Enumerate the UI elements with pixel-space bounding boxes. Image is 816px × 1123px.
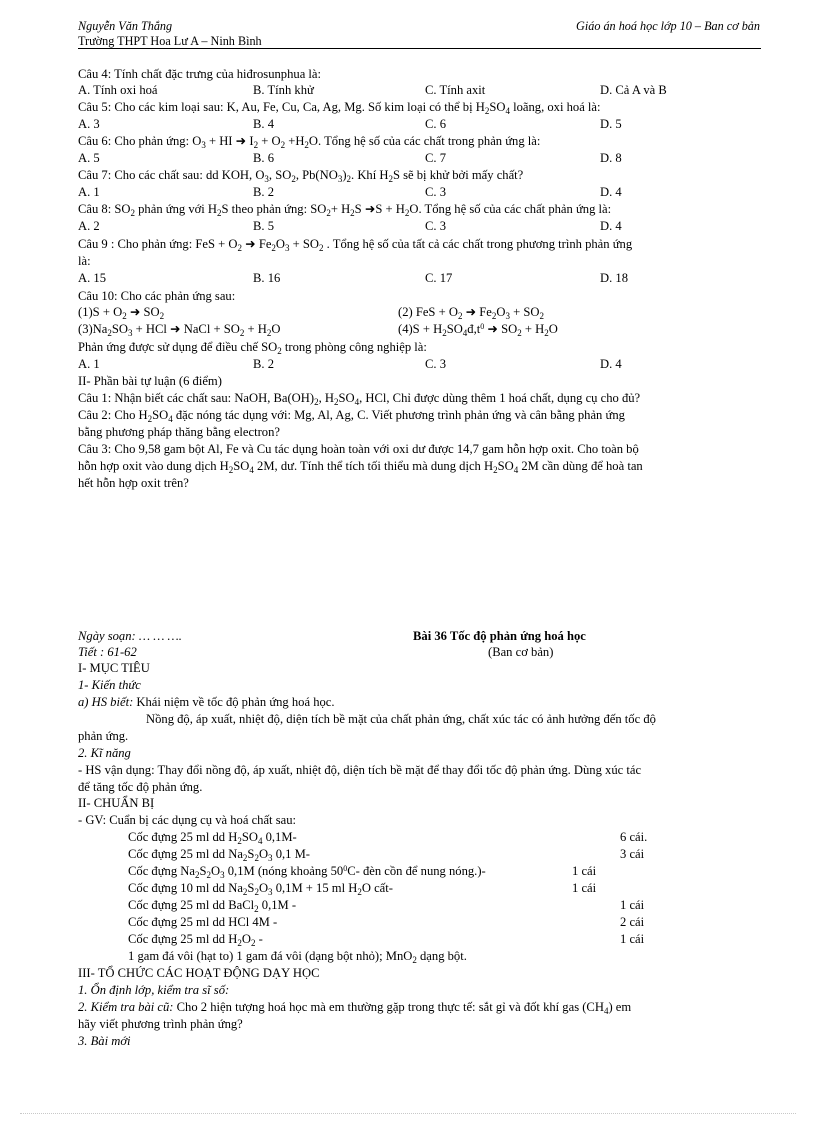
section-2-gv: - GV: Cuẩn bị các dụng cụ và hoá chất sau: [78,813,296,827]
q9-stem-line2: là: [78,254,91,268]
q5-option-a: A. 3 [78,117,100,131]
section-1-2: 2. Kĩ năng [78,746,131,760]
q8-stem: Câu 8: $SO_2$ phản ứng với $H_2S$ theo phản ứng: $SO_2+ H_2S$ ➜S + $H_2O$. Tổng hệ số của các chất phản ứng là: [78,202,612,218]
q4-option-c: C. Tính axit [425,83,486,97]
q9-option-a: A. 15 [78,271,106,285]
q5-option-d: D. 5 [600,117,622,131]
q4-option-a: A. Tính oxi hoá [78,83,158,97]
equipment-qty: 1 cái [572,864,597,878]
q10-option-b: B. 2 [253,357,274,371]
equipment-item: Cốc đựng 10 ml dd $Na_2S_2O_3$ 0,1M + 15 ml $H_2O$ cất- [128,881,393,897]
equipment-qty: 6 cái. [620,830,648,844]
section-3-title: III- TỔ CHỨC CÁC HOẠT ĐỘNG DẠY HỌC [78,966,320,980]
section-1-title: I- MỤC TIÊU [78,661,150,675]
q7-option-b: B. 2 [253,185,274,199]
q7-option-d: D. 4 [600,185,622,199]
page-bottom-border [20,1113,796,1114]
q6-stem: Câu 6: Cho phản ứng: $O_3$ + HI ➜ $I_2 + O_2 +H_2O$. Tổng hệ số của các chất trong phản ứng là: [78,134,541,150]
section-2-title: II- CHUẨN BỊ [78,796,155,810]
section-1-2-text: - HS vận dụng: Thay đổi nồng độ, áp xuất, nhiệt độ, diện tích bề mặt để thay đổi tốc độ phản ứng. Dùng xúc tác [78,763,642,777]
header-subject: Giáo án hoá học lớp 10 – Ban cơ bản [576,19,760,33]
q9-stem: Câu 9 : Cho phản ứng: FeS + $O_2$ ➜ $Fe_2O_3 + SO_2$ . Tổng hệ số của tất cả các chất trong phương trình phản ứng [78,237,633,253]
header-school: Trường THPT Hoa Lư A – Ninh Bình [78,34,262,48]
arrow-icon: ➜ [126,305,141,319]
section-1-a-detail-2: phản ứng. [78,729,129,743]
equipment-qty: 1 cái [572,881,597,895]
essay-q3: Câu 3: Cho 9,58 gam bột Al, Fe và Cu tác dụng hoàn toàn với oxi dư được 14,7 gam hỗn hợp oxit. Cho toàn bộ [78,442,639,456]
equipment-qty: 1 cái [620,898,645,912]
q10-question: Phản ứng được sử dụng để điều chế $SO_2$ trong phòng công nghiệp là: [78,340,427,356]
q10-reaction-2: (2) FeS + $O_2$ ➜ $Fe_2O_3 + SO_2$ [398,305,544,321]
q7-option-a: A. 1 [78,185,100,199]
equipment-item: Cốc đựng 25 ml dd HCl 4M - [128,915,278,929]
lesson-subtitle: (Ban cơ bản) [488,645,554,659]
essay-q2: Câu 2: Cho $H_2SO_4$ đặc nóng tác dụng với: Mg, Al, Ag, C. Viết phương trình phản ứng và cân bằng phản ứng [78,408,625,424]
lesson-period: Tiết : 61-62 [78,645,137,659]
arrow-icon: ➜ [241,237,256,251]
q10-stem: Câu 10: Cho các phản ứng sau: [78,289,236,303]
equipment-qty: 2 cái [620,915,645,929]
equipment-item: Cốc đựng 25 ml dd BaCl$_2$ 0,1M - [128,898,297,914]
essay-q2-line2: bằng phương pháp thăng bằng electron? [78,425,280,439]
q10-option-d: D. 4 [600,357,622,371]
q9-option-c: C. 17 [425,271,453,285]
essay-q1: Câu 1: Nhận biết các chất sau: NaOH, $Ba(OH)_2$, $H_2SO_4$, HCl, Chỉ được dùng thêm 1 hoá chất, dụng cụ cho đủ? [78,391,641,407]
header-rule [78,48,761,49]
q6-option-a: A. 5 [78,151,100,165]
arrow-icon: ➜ [364,202,376,216]
arrow-icon: ➜ [462,305,477,319]
arrow-icon: ➜ [232,134,247,148]
section-1-2-text-2: để tăng tốc độ phản ứng. [78,780,203,794]
equipment-qty: 3 cái [620,847,645,861]
q5-stem: Câu 5: Cho các kim loại sau: K, Au, Fe, Cu, Ca, Ag, Mg. Số kim loại có thể bị $H_2SO_4$ loãng, oxi hoá là: [78,100,601,116]
q10-reaction-4: $(4)S + H_2SO_4đ,t^0$ ➜ $SO_2 + H_2O$ [398,322,558,338]
section-1-a: a) HS biết: Khái niệm về tốc độ phản ứng hoá học. [78,695,335,709]
essay-q3-line3: hết hỗn hợp oxit trên? [78,476,189,490]
q6-option-d: D. 8 [600,151,622,165]
part2-title: II- Phần bài tự luận (6 điểm) [78,374,222,388]
equipment-item: Cốc đựng 25 ml dd $H_2SO_4$ 0,1M- [128,830,297,846]
lesson-title: Bài 36 Tốc độ phản ứng hoá học [413,629,586,643]
q4-stem: Câu 4: Tính chất đặc trưng của hiđrosunphua là: [78,67,322,81]
section-3-1: 1. Ổn định lớp, kiểm tra sĩ số: [78,983,230,997]
section-3-2: 2. Kiểm tra bài cũ: Cho 2 hiện tượng hoá học mà em thường gặp trong thực tế: sắt gỉ và đốt khí gas $(CH_4)$ em [78,1000,632,1016]
q4-option-d: D. Cả A và B [600,83,667,97]
q9-option-b: B. 16 [253,271,281,285]
equipment-item: Cốc đựng 25 ml dd $H_2O_2$ - [128,932,263,948]
q8-option-d: D. 4 [600,219,622,233]
q5-option-c: C. 6 [425,117,446,131]
q8-option-b: B. 5 [253,219,274,233]
q8-option-a: A. 2 [78,219,100,233]
equipment-item: Cốc đựng $Na_2S_2O_3$ 0,1M (nóng khoảng $50^0C-$ đèn cồn để nung nóng.)- [128,864,486,880]
header-author: Nguyễn Văn Thắng [78,19,173,33]
q10-reaction-1: $(1)S + O_2$ ➜ $SO_2$ [78,305,165,321]
lesson-date: Ngày soạn: … … …. [78,629,182,643]
q9-option-d: D. 18 [600,271,628,285]
section-1-a-detail: Nồng độ, áp xuất, nhiệt độ, diện tích bề mặt của chất phản ứng, chất xúc tác có ảnh hưởng đến tốc độ [146,712,656,726]
equipment-item: Cốc đựng 25 ml dd $Na_2S_2O_3$ 0,1 M- [128,847,310,863]
equipment-extra: 1 gam đá vôi (hạt to) 1 gam đá vôi (dạng bột nhỏ); MnO$_2$ dạng bột. [128,949,467,965]
q4-option-b: B. Tính khử [253,83,314,97]
q6-option-b: B. 6 [253,151,274,165]
section-1-1: 1- Kiến thức [78,678,141,692]
q6-option-c: C. 7 [425,151,446,165]
q8-option-c: C. 3 [425,219,446,233]
equipment-qty: 1 cái [620,932,645,946]
section-3-2-line2: hãy viết phương trình phản ứng? [78,1017,243,1031]
q7-stem: Câu 7: Cho các chất sau: dd KOH, $O_3$, $SO_2$, $Pb(NO_3)_2$. Khí $H_2S$ sẽ bị khử bởi mấy chất? [78,168,524,184]
q10-option-a: A. 1 [78,357,100,371]
section-3-3: 3. Bài mới [78,1034,131,1048]
q7-option-c: C. 3 [425,185,446,199]
q5-option-b: B. 4 [253,117,274,131]
essay-q3-line2: hỗn hợp oxit vào dung dịch $H_2SO_4$ 2M, dư. Tính thể tích tối thiểu mà dung dịch $H_2SO_4$ 2M cần dùng để hoà tan [78,459,643,475]
arrow-icon: ➜ [166,322,181,336]
q10-option-c: C. 3 [425,357,446,371]
arrow-icon: ➜ [484,322,498,336]
q10-reaction-3: $(3)Na_2SO_3$ + HCl ➜ NaCl + $SO_2 + H_2O$ [78,322,281,338]
